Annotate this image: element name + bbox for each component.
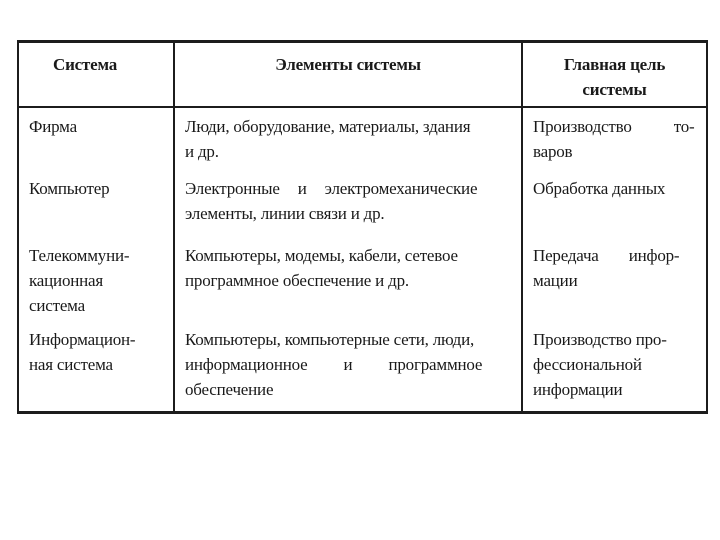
cell-line: обеспечение — [185, 380, 274, 399]
cell-line: фессиональной — [533, 355, 642, 374]
table-row — [18, 237, 707, 321]
header-system — [18, 42, 174, 108]
header-elements-label: Элементы системы — [275, 55, 421, 74]
cell-line: Компьютер — [29, 179, 110, 198]
cell-goal — [522, 321, 707, 412]
cell-line: Информацион- — [29, 330, 136, 349]
cell-elements — [174, 170, 522, 237]
cell-elements — [174, 321, 522, 412]
cell-goal — [522, 237, 707, 321]
cell-system — [18, 170, 174, 237]
cell-system — [18, 321, 174, 412]
cell-line: программное обеспечение и др. — [185, 271, 409, 290]
table-row — [18, 321, 707, 412]
cell-goal — [522, 107, 707, 170]
cell-line: Телекоммуни- — [29, 246, 130, 265]
header-system-label: Система — [53, 55, 118, 74]
cell-line: ная система — [29, 355, 113, 374]
cell-line: Фирма — [29, 117, 77, 136]
cell-system — [18, 237, 174, 321]
table-header-row — [18, 42, 707, 108]
cell-elements — [174, 237, 522, 321]
cell-line: Люди, оборудование, материалы, здания — [185, 117, 471, 136]
cell-line: кационная — [29, 271, 104, 290]
cell-line: Обработка данных — [533, 179, 666, 198]
header-goal-line: Главная цель — [563, 55, 666, 74]
cell-line: Передача инфор- — [533, 246, 680, 265]
cell-elements — [174, 107, 522, 170]
cell-line: и др. — [185, 142, 219, 161]
table-row — [18, 107, 707, 170]
cell-line: мации — [533, 271, 578, 290]
cell-line: Компьютеры, компьютерные сети, люди, — [185, 330, 475, 349]
cell-line: информации — [533, 380, 623, 399]
cell-line: информационное и программное — [185, 355, 483, 374]
header-elements — [174, 42, 522, 108]
cell-line: Производство то- — [533, 117, 695, 136]
cell-goal — [522, 170, 707, 237]
cell-line: варов — [533, 142, 573, 161]
cell-line: Компьютеры, модемы, кабели, сетевое — [185, 246, 458, 265]
table-row — [18, 170, 707, 237]
cell-line: система — [29, 296, 85, 315]
cell-system — [18, 107, 174, 170]
header-goal — [522, 42, 707, 108]
header-goal-line: системы — [582, 80, 647, 99]
cell-line: Электронные и электромеханические — [185, 179, 478, 198]
cell-line: элементы, линии связи и др. — [185, 204, 385, 223]
systems-table — [17, 40, 708, 414]
cell-line: Производство про- — [533, 330, 667, 349]
